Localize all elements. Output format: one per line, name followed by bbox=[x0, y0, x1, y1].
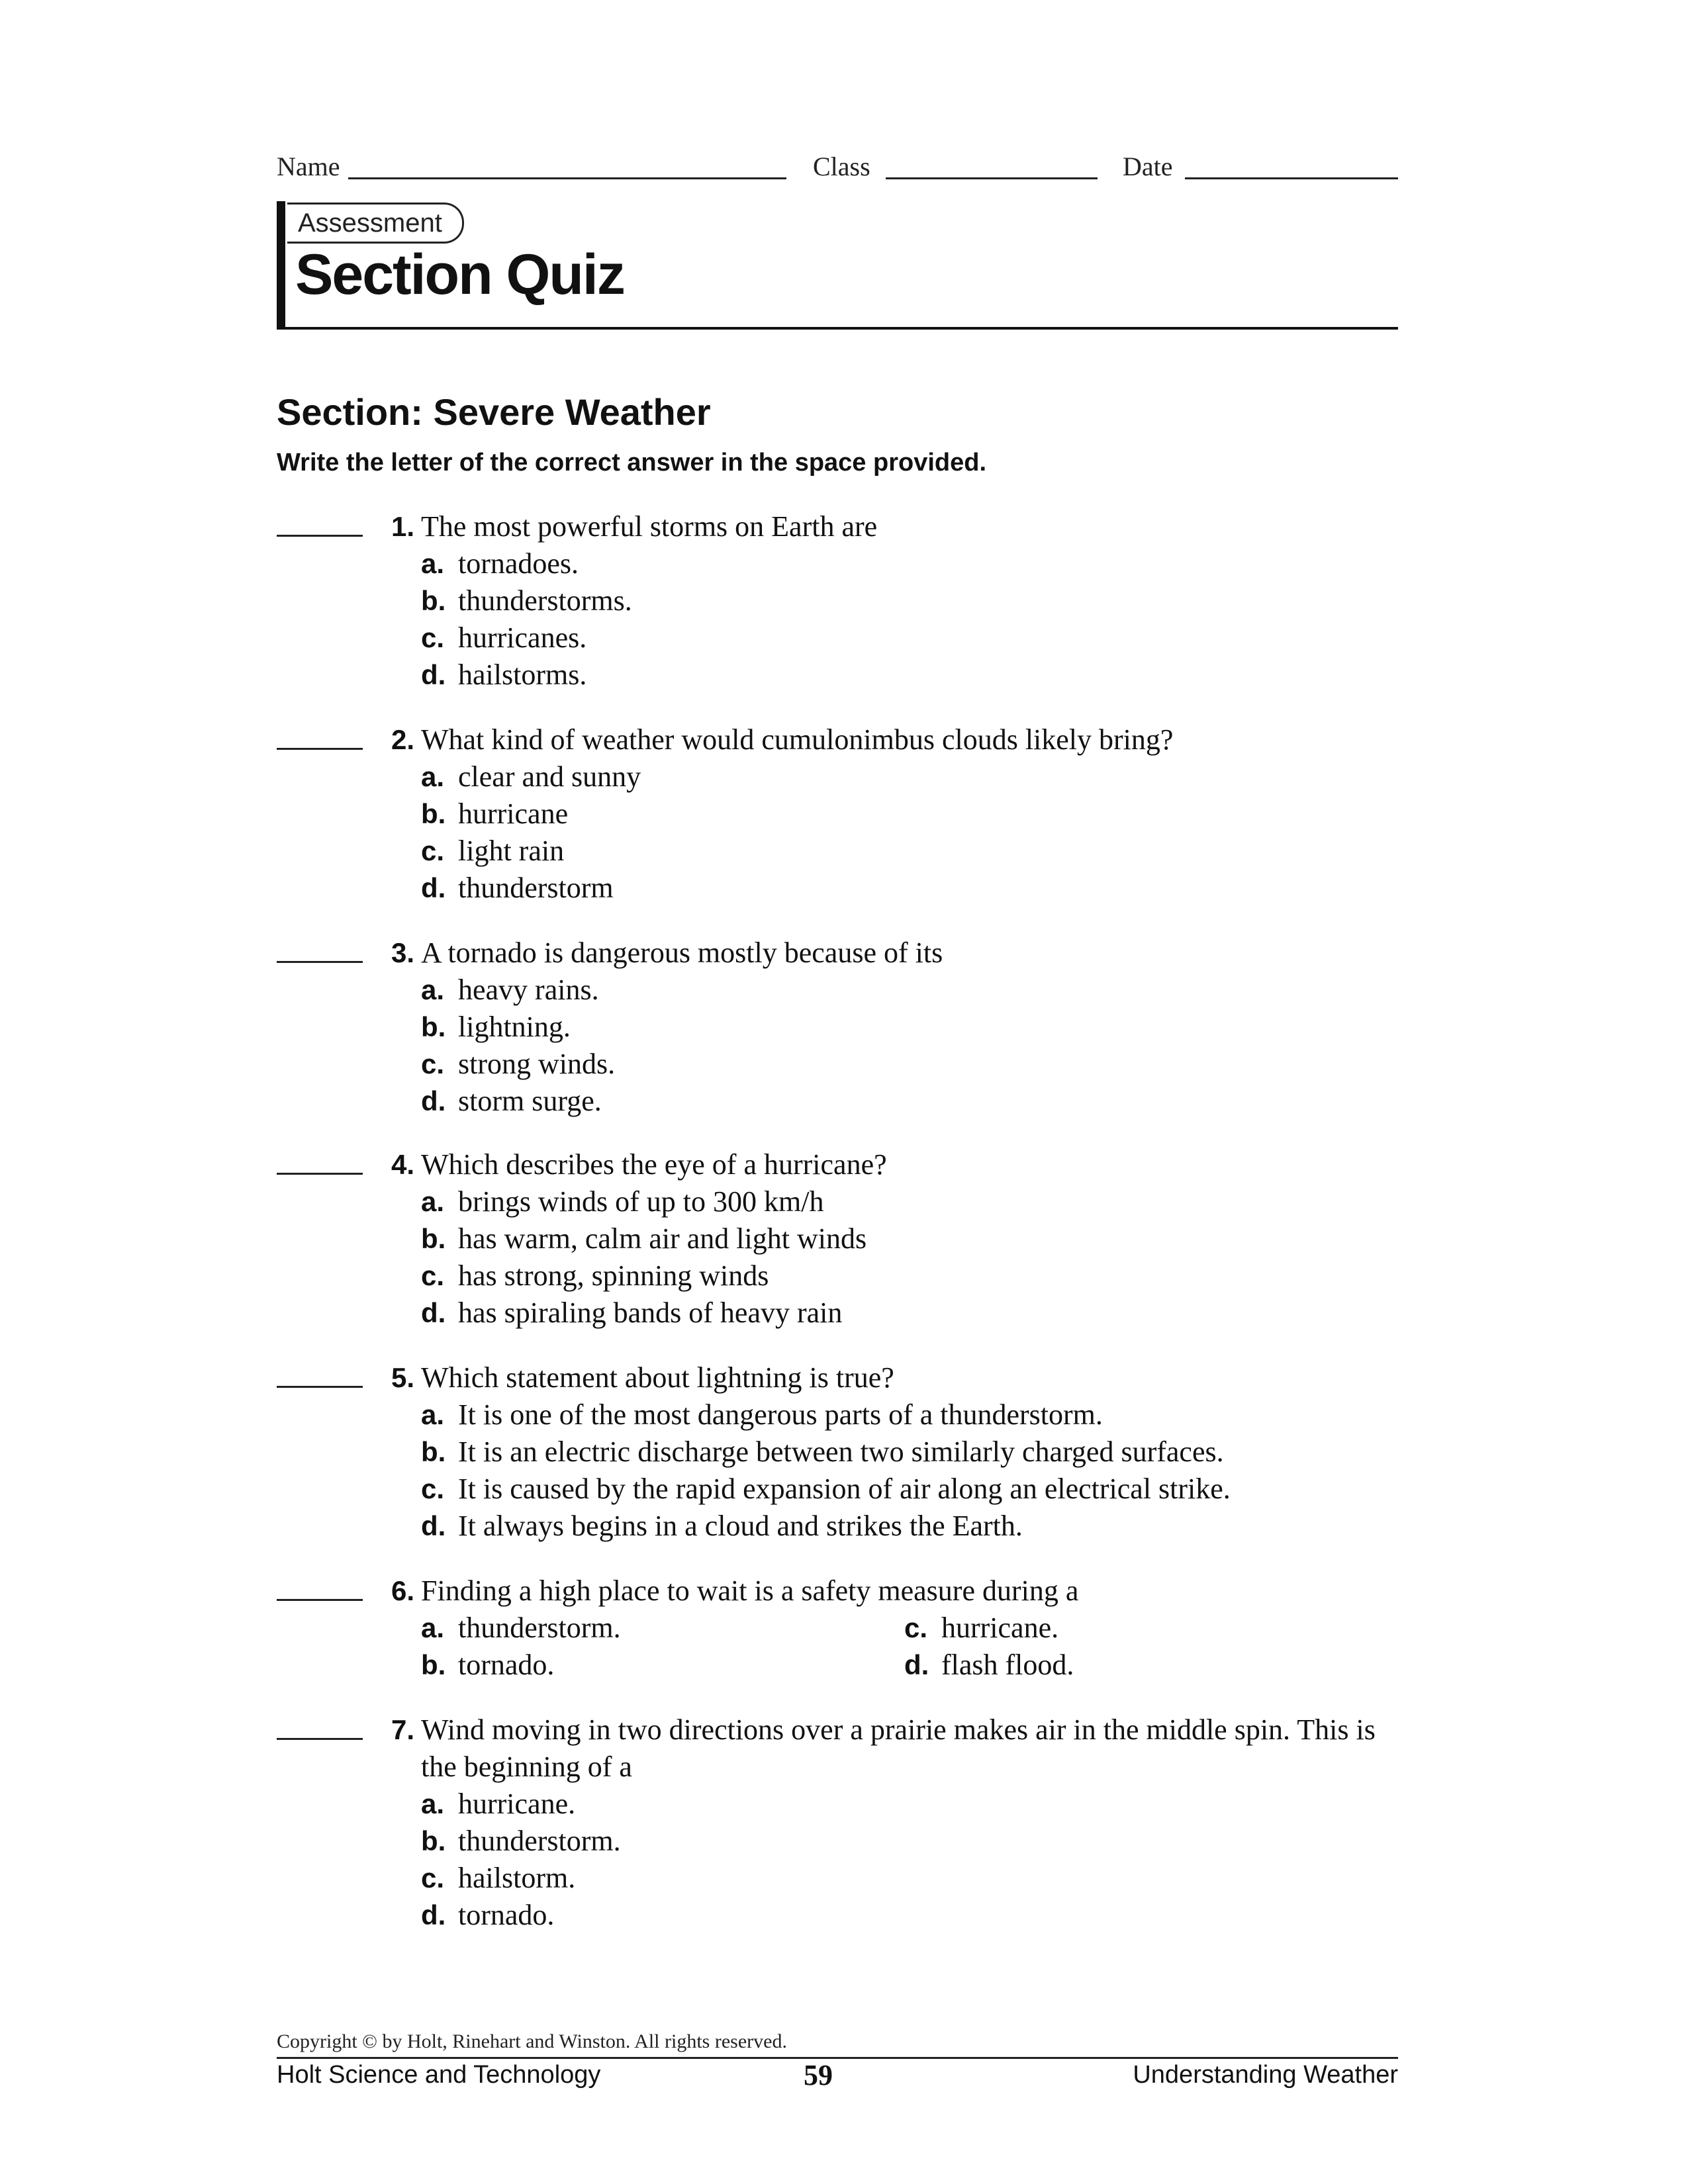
question-stem: Which describes the eye of a hurricane? bbox=[421, 1148, 887, 1181]
option-d bbox=[421, 1508, 1023, 1545]
section-heading: Section: Severe Weather bbox=[277, 391, 711, 433]
title-divider bbox=[277, 327, 1398, 330]
option-d bbox=[421, 1897, 554, 1934]
option-letter: c. bbox=[421, 1260, 445, 1291]
option-letter: c. bbox=[421, 1048, 445, 1079]
option-text: hurricane bbox=[458, 797, 569, 830]
option-text: tornado. bbox=[458, 1649, 555, 1681]
option-letter: a. bbox=[421, 761, 445, 792]
option-d bbox=[421, 870, 614, 907]
option-a bbox=[421, 545, 579, 582]
answer-blank[interactable] bbox=[277, 961, 363, 963]
date-field[interactable] bbox=[1185, 177, 1398, 179]
option-c bbox=[421, 619, 586, 657]
option-letter: d. bbox=[421, 1899, 446, 1931]
option-text: It is caused by the rapid expansion of air along an electrical strike. bbox=[458, 1473, 1231, 1505]
instructions: Write the letter of the correct answer in the space provided. bbox=[277, 449, 987, 477]
option-letter: d. bbox=[904, 1649, 929, 1680]
question-stem: Finding a high place to wait is a safety measure during a bbox=[421, 1574, 1079, 1607]
option-d bbox=[904, 1647, 1074, 1684]
option-letter: c. bbox=[421, 622, 445, 653]
option-c bbox=[421, 1257, 769, 1295]
option-text: It is an electric discharge between two similarly charged surfaces. bbox=[458, 1435, 1224, 1468]
option-letter: b. bbox=[421, 585, 446, 616]
option-letter: a. bbox=[421, 1186, 445, 1217]
option-letter: a. bbox=[421, 1399, 445, 1430]
option-letter: a. bbox=[421, 548, 445, 579]
option-text: clear and sunny bbox=[458, 760, 641, 793]
option-text: has spiraling bands of heavy rain bbox=[458, 1297, 843, 1329]
option-text: light rain bbox=[458, 835, 565, 867]
question-stem: Which statement about lightning is true? bbox=[421, 1361, 894, 1394]
option-text: hailstorms. bbox=[458, 659, 587, 691]
option-letter: b. bbox=[421, 798, 446, 829]
option-letter: c. bbox=[421, 1473, 445, 1504]
option-letter: d. bbox=[421, 1510, 446, 1541]
question-stem: The most powerful storms on Earth are bbox=[421, 510, 878, 543]
publication-name: Holt Science and Technology bbox=[277, 2061, 601, 2089]
option-a bbox=[421, 972, 599, 1009]
option-b bbox=[421, 1823, 621, 1860]
option-b bbox=[421, 796, 568, 833]
question-number: 2. bbox=[391, 724, 414, 755]
option-d bbox=[421, 1295, 842, 1332]
chapter-name: Understanding Weather bbox=[1133, 2061, 1398, 2089]
option-letter: b. bbox=[421, 1436, 446, 1467]
option-b bbox=[421, 1647, 554, 1684]
option-c bbox=[904, 1610, 1058, 1647]
title-accent-bar bbox=[277, 201, 285, 328]
option-letter: d. bbox=[421, 659, 446, 690]
answer-blank[interactable] bbox=[277, 535, 363, 537]
option-letter: d. bbox=[421, 1297, 446, 1328]
option-text: has strong, spinning winds bbox=[458, 1259, 769, 1292]
option-text: thunderstorm. bbox=[458, 1825, 621, 1857]
date-label: Date bbox=[1123, 152, 1173, 181]
option-c bbox=[421, 1046, 615, 1083]
option-a bbox=[421, 1786, 575, 1823]
option-text: lightning. bbox=[458, 1011, 571, 1043]
option-c bbox=[421, 1471, 1231, 1508]
option-b bbox=[421, 1009, 571, 1046]
name-field[interactable] bbox=[348, 177, 786, 179]
option-b bbox=[421, 1220, 867, 1257]
option-text: thunderstorm bbox=[458, 872, 614, 904]
option-text: strong winds. bbox=[458, 1048, 616, 1080]
option-letter: b. bbox=[421, 1649, 446, 1680]
question-number: 7. bbox=[391, 1714, 414, 1745]
option-text: hurricane. bbox=[458, 1788, 576, 1820]
question-number: 3. bbox=[391, 937, 414, 968]
option-b bbox=[421, 582, 632, 619]
option-letter: a. bbox=[421, 974, 445, 1005]
option-c bbox=[421, 1860, 575, 1897]
question-stem: Wind moving in two directions over a prairie makes air in the middle spin. This is the beginning of a bbox=[421, 1713, 1376, 1783]
option-a bbox=[421, 1183, 823, 1220]
option-text: brings winds of up to 300 km/h bbox=[458, 1185, 824, 1218]
page-title: Section Quiz bbox=[295, 243, 624, 306]
option-letter: d. bbox=[421, 1085, 446, 1116]
copyright-notice: Copyright © by Holt, Rinehart and Winston. All rights reserved. bbox=[277, 2030, 787, 2052]
option-a bbox=[421, 758, 641, 796]
question-number: 4. bbox=[391, 1149, 414, 1180]
answer-blank[interactable] bbox=[277, 1738, 363, 1740]
footer-divider bbox=[277, 2057, 1398, 2059]
question-number: 6. bbox=[391, 1575, 414, 1606]
option-a bbox=[421, 1610, 621, 1647]
option-text: tornado. bbox=[458, 1899, 555, 1931]
option-d bbox=[421, 1083, 602, 1120]
option-b bbox=[421, 1433, 1224, 1471]
option-letter: b. bbox=[421, 1223, 446, 1254]
option-text: hurricane. bbox=[941, 1612, 1059, 1644]
option-text: has warm, calm air and light winds bbox=[458, 1222, 867, 1255]
answer-blank[interactable] bbox=[277, 1599, 363, 1601]
answer-blank[interactable] bbox=[277, 1386, 363, 1388]
option-c bbox=[421, 833, 564, 870]
option-text: tornadoes. bbox=[458, 547, 579, 580]
assessment-tab: Assessment bbox=[287, 203, 464, 244]
option-letter: b. bbox=[421, 1825, 446, 1856]
question-stem: A tornado is dangerous mostly because of its bbox=[421, 936, 943, 969]
option-text: storm surge. bbox=[458, 1085, 602, 1117]
option-text: thunderstorms. bbox=[458, 584, 632, 617]
page-number: 59 bbox=[804, 2059, 833, 2091]
option-letter: c. bbox=[421, 835, 445, 866]
answer-blank[interactable] bbox=[277, 748, 363, 750]
option-letter: b. bbox=[421, 1011, 446, 1042]
student-info-header bbox=[277, 151, 1398, 184]
option-a bbox=[421, 1396, 1103, 1433]
option-letter: a. bbox=[421, 1612, 445, 1643]
option-letter: c. bbox=[904, 1612, 928, 1643]
option-text: hurricanes. bbox=[458, 621, 587, 654]
option-text: heavy rains. bbox=[458, 974, 599, 1006]
answer-blank[interactable] bbox=[277, 1173, 363, 1175]
option-letter: d. bbox=[421, 872, 446, 903]
option-letter: c. bbox=[421, 1862, 445, 1893]
question-number: 5. bbox=[391, 1362, 414, 1393]
option-text: It always begins in a cloud and strikes the Earth. bbox=[458, 1510, 1023, 1542]
option-text: flash flood. bbox=[941, 1649, 1074, 1681]
option-text: hailstorm. bbox=[458, 1862, 576, 1894]
option-letter: a. bbox=[421, 1788, 445, 1819]
option-text: It is one of the most dangerous parts of a thunderstorm. bbox=[458, 1398, 1103, 1431]
question-stem: What kind of weather would cumulonimbus clouds likely bring? bbox=[421, 723, 1174, 756]
option-d bbox=[421, 657, 586, 694]
class-label: Class bbox=[813, 152, 870, 181]
name-label: Name bbox=[277, 152, 340, 181]
option-text: thunderstorm. bbox=[458, 1612, 621, 1644]
question-number: 1. bbox=[391, 511, 414, 542]
class-field[interactable] bbox=[886, 177, 1098, 179]
